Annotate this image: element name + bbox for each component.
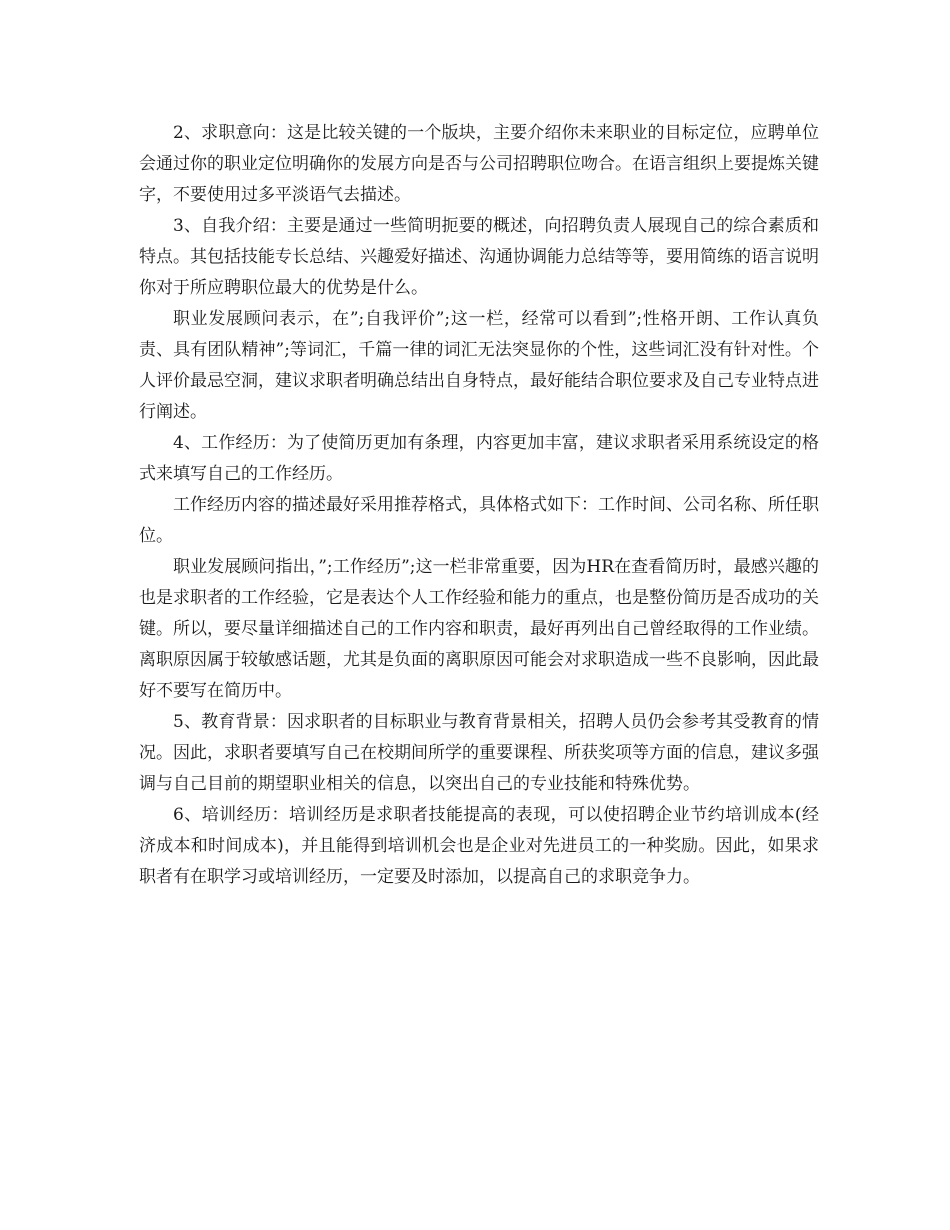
paragraph-work-experience-format: 工作经历内容的描述最好采用推荐格式，具体格式如下：工作时间、公司名称、所任职位。 [139,495,819,546]
document-body [139,118,819,893]
paragraph-self-evaluation-advice: 职业发展顾问表示，在”;自我评价”;这一栏，经常可以看到”;性格开朗、工作认真负责、具有团队精神”;等词汇，千篇一律的词汇无法突显你的个性，这些词汇没有针对性。个人评价最忌空洞，建议求职者明确总结出自身特点，最好能结合职位要求及自己专业特点进行阐述。 [139,309,819,422]
paragraph-work-experience-advice: 职业发展顾问指出，”;工作经历”;这一栏非常重要，因为HR在查看简历时，最感兴趣的也是求职者的工作经验，它是表达个人工作经验和能力的重点，也是整份简历是否成功的关键。所以，要尽量详细描述自己的工作内容和职责，最好再列出自己曾经取得的工作业绩。离职原因属于较敏感话题，尤其是负面的离职原因可能会对求职造成一些不良影响，因此最好不要写在简历中。 [139,557,819,701]
paragraph-work-experience: 4、工作经历：为了使简历更加有条理，内容更加丰富，建议求职者采用系统设定的格式来填写自己的工作经历。 [139,433,819,484]
paragraph-self-introduction: 3、自我介绍：主要是通过一些简明扼要的概述，向招聘负责人展现自己的综合素质和特点。其包括技能专长总结、兴趣爱好描述、沟通协调能力总结等等，要用简练的语言说明你对于所应聘职位最大的优势是什么。 [139,216,819,298]
paragraph-job-intention: 2、求职意向：这是比较关键的一个版块，主要介绍你未来职业的目标定位，应聘单位会通过你的职业定位明确你的发展方向是否与公司招聘职位吻合。在语言组织上要提炼关键字，不要使用过多平淡语气去描述。 [139,123,819,205]
paragraph-education-background: 5、教育背景：因求职者的目标职业与教育背景相关，招聘人员仍会参考其受教育的情况。因此，求职者要填写自己在校期间所学的重要课程、所获奖项等方面的信息，建议多强调与自己目前的期望职业相关的信息，以突出自己的专业技能和特殊优势。 [139,712,819,794]
paragraph-training-experience: 6、培训经历：培训经历是求职者技能提高的表现，可以使招聘企业节约培训成本(经济成本和时间成本)，并且能得到培训机会也是企业对先进员工的一种奖励。因此，如果求职者有在职学习或培训经历，一定要及时添加，以提高自己的求职竞争力。 [139,805,819,887]
